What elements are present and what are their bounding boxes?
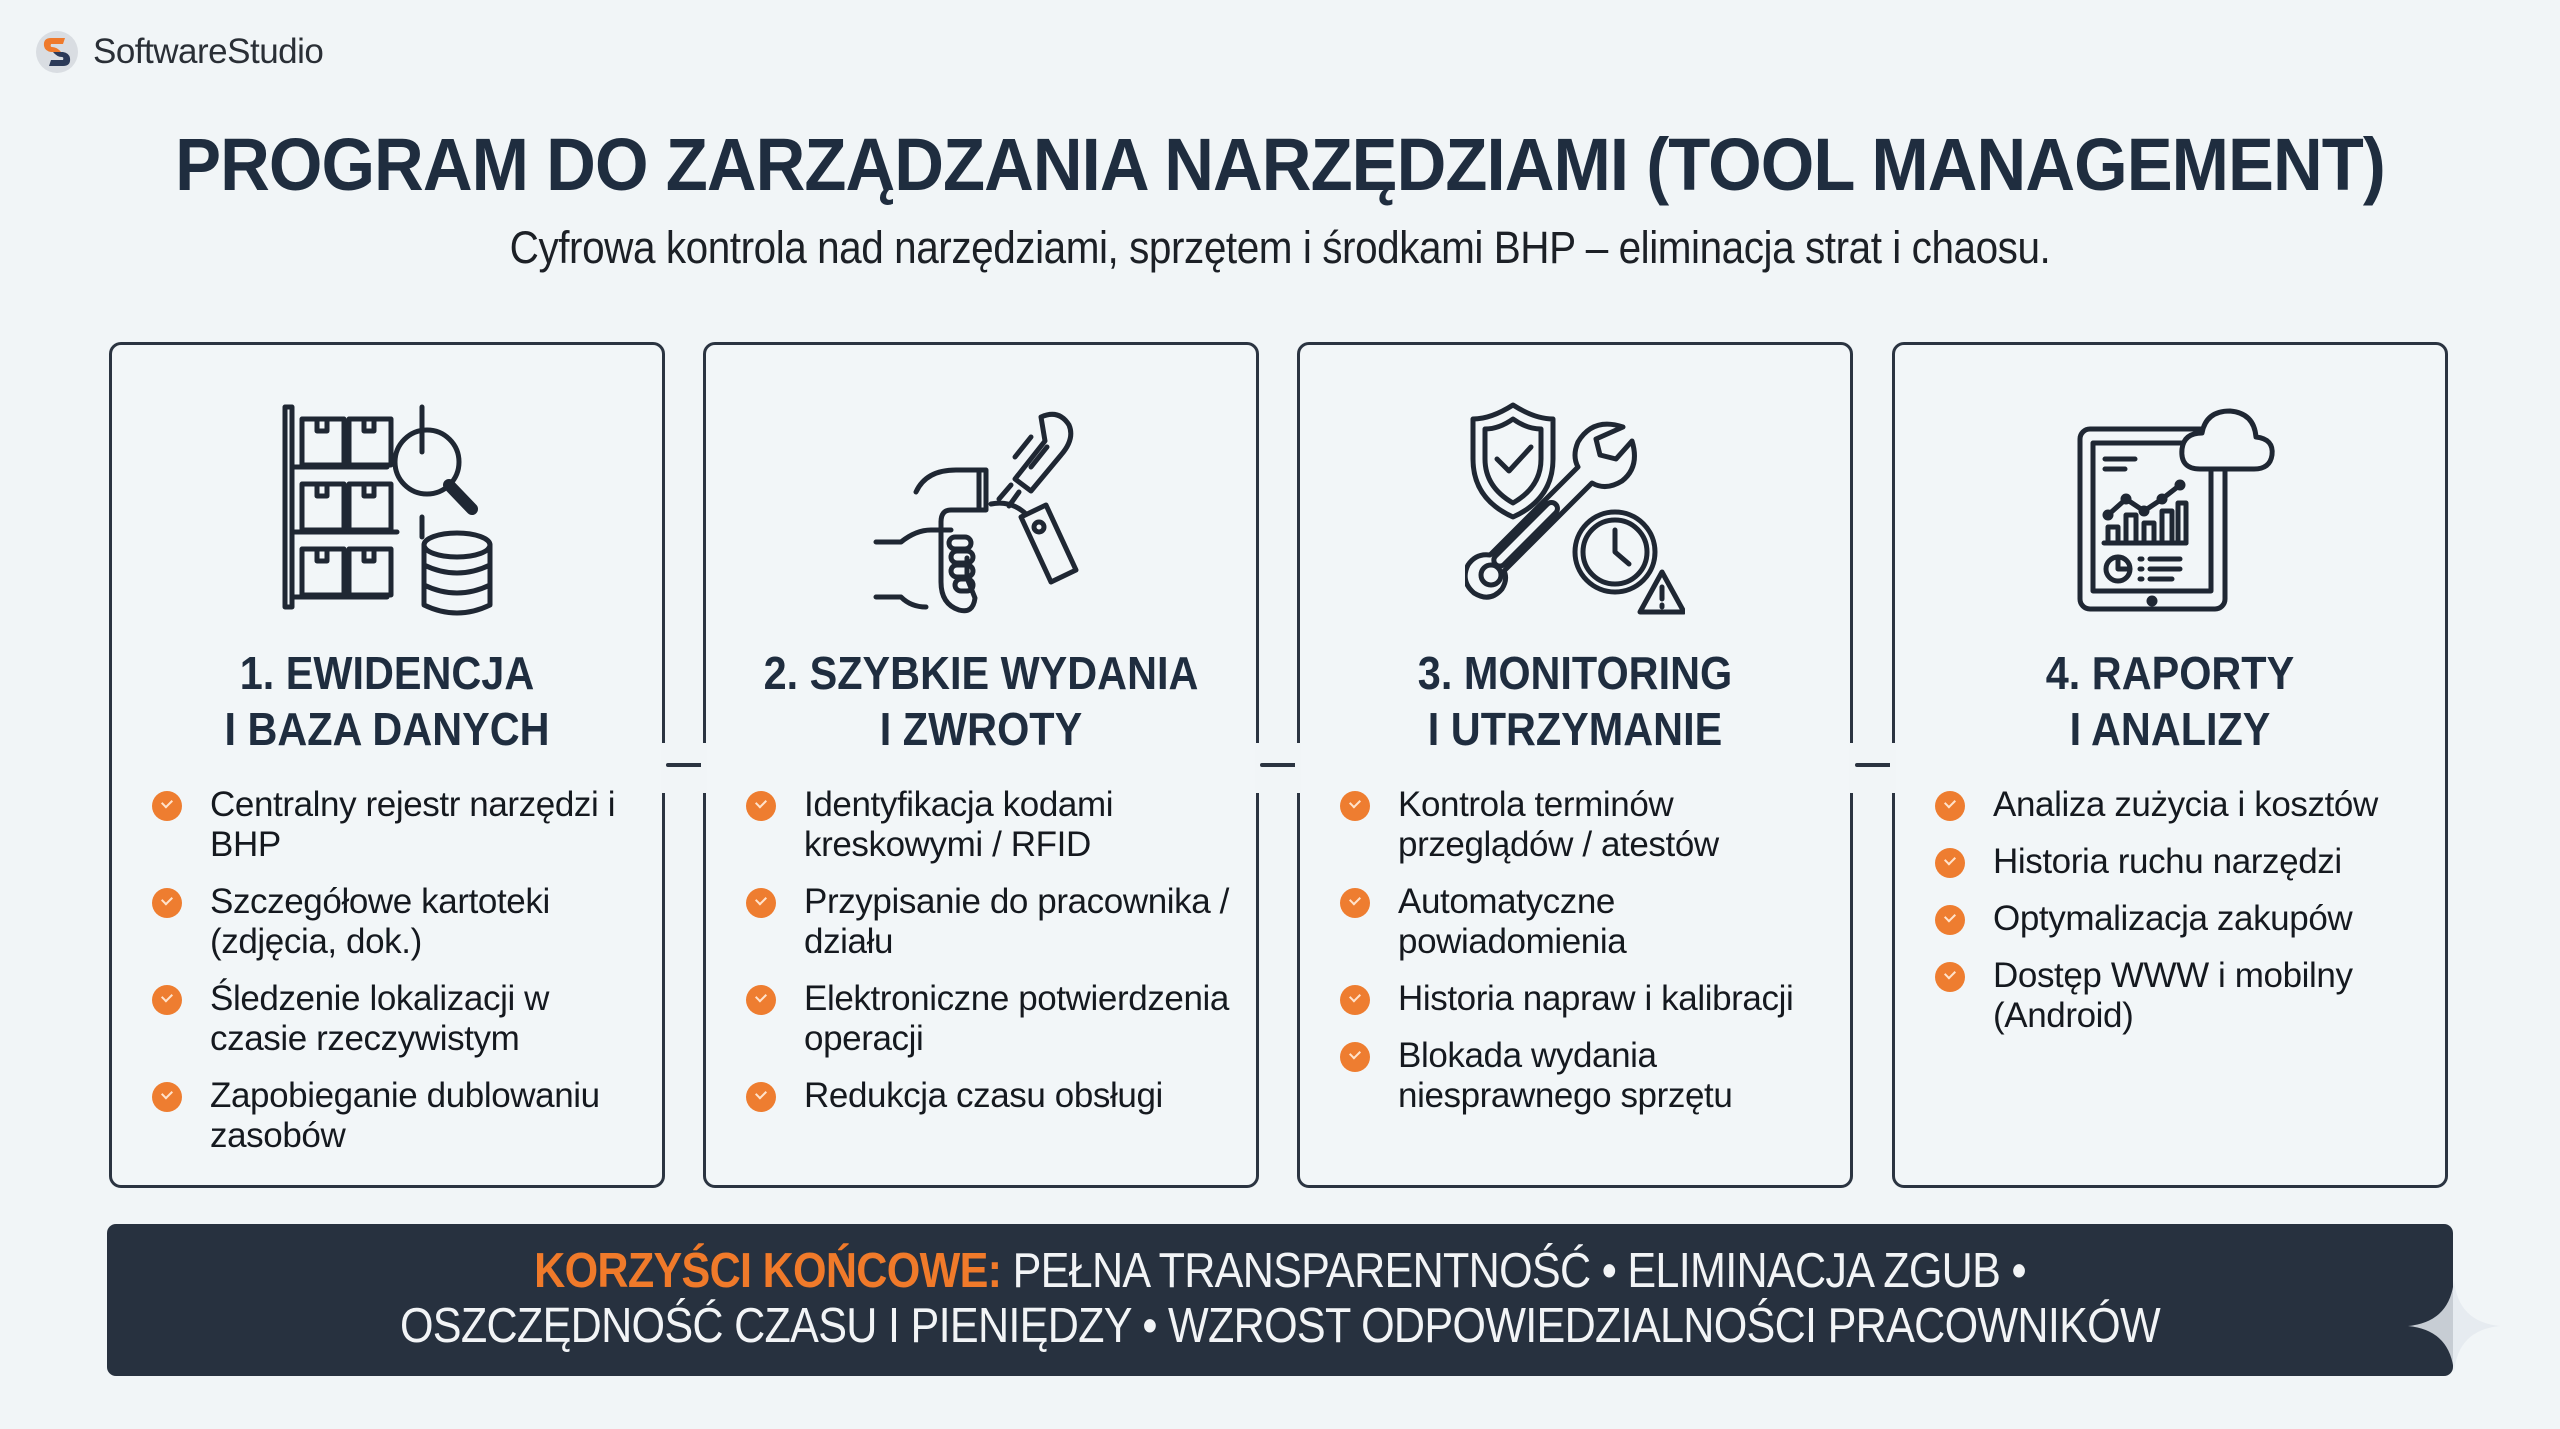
- list-item: Optymalizacja zakupów: [1935, 899, 2425, 939]
- tablet-report-cloud-icon: [2060, 397, 2280, 617]
- benefits-banner: [107, 1224, 2453, 1376]
- feature-card-ewidencja: [109, 342, 665, 1188]
- check-icon: [1935, 962, 1965, 992]
- page-title: PROGRAM DO ZARZĄDZANIA NARZĘDZIAMI (TOOL MANAGEMENT): [175, 123, 2385, 206]
- connector-3-4: [1855, 763, 1893, 767]
- connector-1-2: [666, 763, 704, 767]
- list-item: Śledzenie lokalizacji w czasie rzeczywistym: [152, 979, 642, 1059]
- list-item: Identyfikacja kodami kreskowymi / RFID: [746, 785, 1236, 865]
- check-icon: [152, 1082, 182, 1112]
- list-item: Historia ruchu narzędzi: [1935, 842, 2425, 882]
- warehouse-database-icon: [277, 397, 497, 617]
- benefits-line-1: KORZYŚCI KOŃCOWE: PEŁNA TRANSPARENTNOŚĆ • ELIMINACJA ZGUB •: [534, 1244, 2026, 1298]
- wrench-shield-clock-icon: [1465, 397, 1685, 617]
- connector-2-3: [1260, 763, 1298, 767]
- list-item: Dostęp WWW i mobilny (Android): [1935, 956, 2425, 1036]
- s-logo-icon: [35, 30, 79, 74]
- feature-list: [1935, 785, 2425, 1053]
- check-icon: [1340, 791, 1370, 821]
- list-item: Historia napraw i kalibracji: [1340, 979, 1830, 1019]
- benefits-line-2: OSZCZĘDNOŚĆ CZASU I PIENIĘDZY • WZROST ODPOWIEDZIALNOŚCI PRACOWNIKÓW: [399, 1299, 2161, 1353]
- list-item: Centralny rejestr narzędzi i BHP: [152, 785, 642, 865]
- feature-list: [746, 785, 1236, 1133]
- brand: [35, 30, 323, 74]
- list-item: Elektroniczne potwierdzenia operacji: [746, 979, 1236, 1059]
- check-icon: [746, 791, 776, 821]
- list-item: Blokada wydania niesprawnego sprzętu: [1340, 1036, 1830, 1116]
- list-item: Automatyczne powiadomienia: [1340, 882, 1830, 962]
- brand-name: SoftwareStudio: [93, 32, 324, 71]
- card-title: 4. RAPORTY I ANALIZY: [2045, 647, 2295, 755]
- feature-list: [152, 785, 642, 1173]
- check-icon: [152, 888, 182, 918]
- sparkle-icon: [2408, 1280, 2500, 1372]
- check-icon: [746, 1082, 776, 1112]
- list-item: Analiza zużycia i kosztów: [1935, 785, 2425, 825]
- check-icon: [746, 985, 776, 1015]
- check-icon: [1340, 985, 1370, 1015]
- page-subtitle: Cyfrowa kontrola nad narzędziami, sprzętem i środkami BHP – eliminacja strat i chaosu.: [509, 222, 2051, 273]
- check-icon: [1935, 848, 1965, 878]
- list-item: Zapobieganie dublowaniu zasobów: [152, 1076, 642, 1156]
- list-item: Szczegółowe kartoteki (zdjęcia, dok.): [152, 882, 642, 962]
- list-item: Przypisanie do pracownika / działu: [746, 882, 1236, 962]
- card-title: 2. SZYBKIE WYDANIA I ZWROTY: [763, 647, 1199, 755]
- check-icon: [1935, 905, 1965, 935]
- card-title: 1. EWIDENCJA I BAZA DANYCH: [224, 647, 550, 755]
- list-item: Redukcja czasu obsługi: [746, 1076, 1236, 1116]
- barcode-scanner-icon: [871, 397, 1091, 617]
- feature-card-monitoring: [1297, 342, 1853, 1188]
- benefits-label: KORZYŚCI KOŃCOWE:: [534, 1244, 1002, 1298]
- check-icon: [1935, 791, 1965, 821]
- check-icon: [1340, 888, 1370, 918]
- feature-card-wydania: [703, 342, 1259, 1188]
- card-title: 3. MONITORING I UTRZYMANIE: [1417, 647, 1733, 755]
- check-icon: [1340, 1042, 1370, 1072]
- feature-card-raporty: [1892, 342, 2448, 1188]
- list-item: Kontrola terminów przeglądów / atestów: [1340, 785, 1830, 865]
- check-icon: [152, 791, 182, 821]
- feature-list: [1340, 785, 1830, 1133]
- check-icon: [152, 985, 182, 1015]
- check-icon: [746, 888, 776, 918]
